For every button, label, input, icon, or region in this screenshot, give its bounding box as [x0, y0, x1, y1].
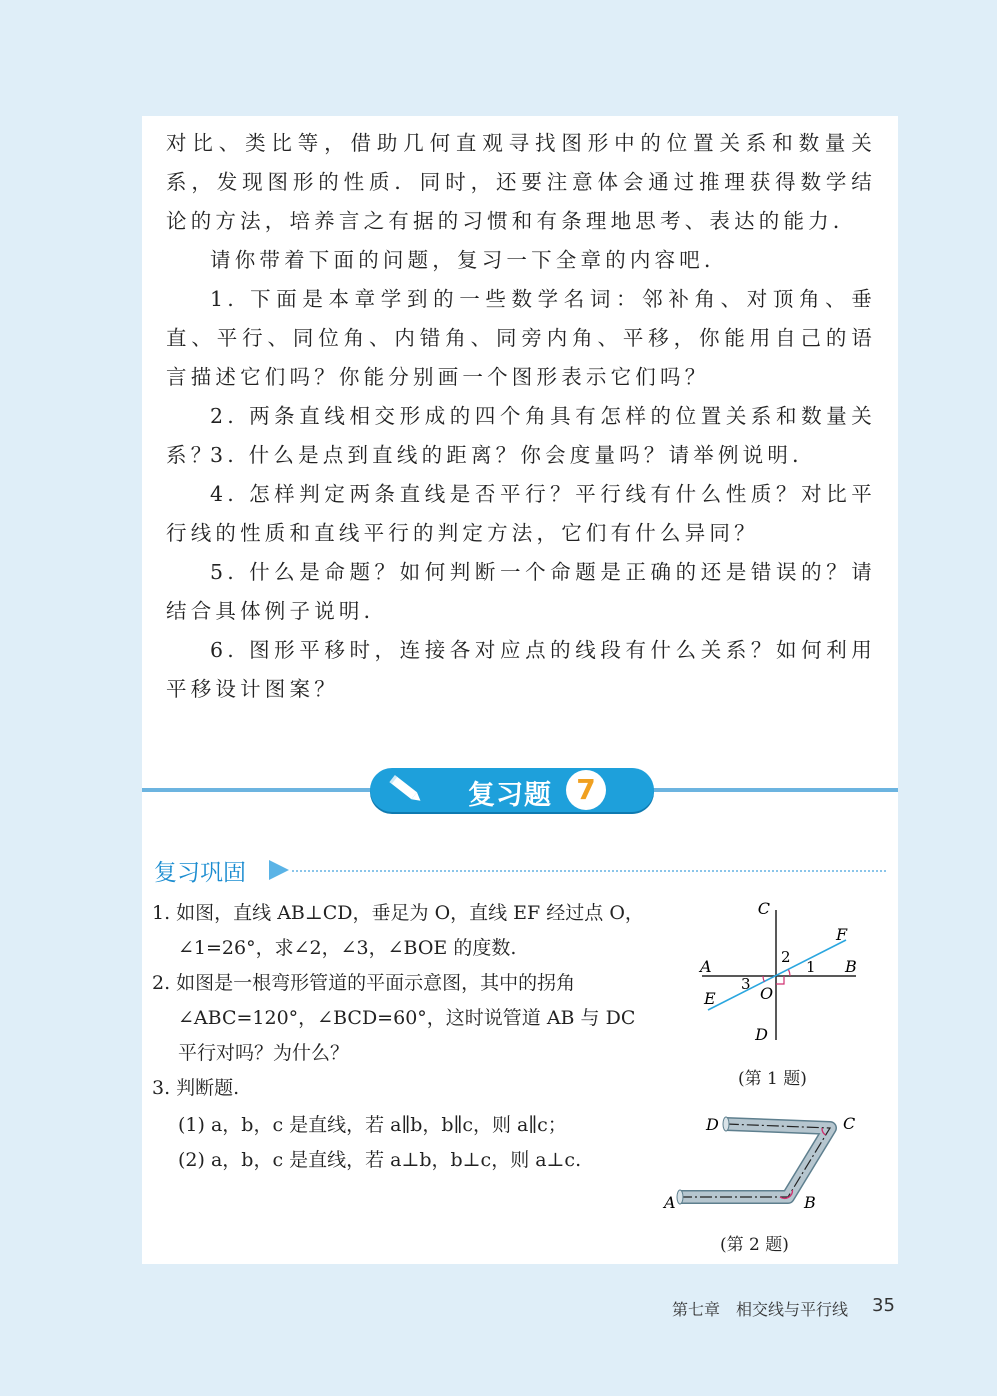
question-1: 1. 下面是本章学到的一些数学名词：邻补角、对顶角、垂直、平行、同位角、内错角、同旁内角、平移，你能用自己的语言描述它们吗？你能分别画一个图形表示它们吗？	[166, 287, 876, 389]
fig1-label-d: D	[755, 1025, 768, 1044]
exercise-2-line-2: ∠ABC=120°，∠BCD=60°，这时说管道 AB 与 DC	[178, 1007, 636, 1029]
fig1-angle-3: 3	[741, 975, 751, 993]
content-card	[142, 116, 898, 1264]
question-2: 2. 两条直线相交形成的四个角具有怎样的位置关系和数量关系？	[166, 404, 876, 467]
page-number: 35	[872, 1295, 895, 1316]
fig1-label-o: O	[760, 984, 774, 1003]
chapter-footer: 第七章 相交线与平行线	[672, 1300, 849, 1319]
section-dotted-rule	[292, 870, 886, 872]
triangle-arrow-icon	[267, 858, 291, 882]
banner-number: 7	[566, 770, 606, 810]
fig2-label-d: D	[706, 1115, 719, 1134]
fig1-label-c: C	[757, 899, 770, 918]
question-4: 4. 怎样判定两条直线是否平行？平行线有什么性质？对比平行线的性质和直线平行的判定方法，它们有什么异同？	[166, 482, 876, 545]
figure-2-diagram	[660, 1108, 870, 1218]
fig1-angle-2: 2	[781, 948, 791, 966]
exercise-2-line-1: 2. 如图是一根弯形管道的平面示意图，其中的拐角	[152, 972, 576, 994]
figure-1-caption: (第 1 题)	[738, 1069, 807, 1089]
exercise-3-title: 3. 判断题.	[152, 1077, 240, 1099]
section-heading: 复习巩固	[154, 860, 246, 886]
exercise-2-line-3: 平行对吗？为什么？	[178, 1042, 350, 1064]
fig1-label-b: B	[845, 957, 857, 976]
fig2-label-a: A	[664, 1193, 676, 1212]
review-banner	[370, 768, 654, 812]
intro-paragraph-1: 对比、类比等，借助几何直观寻找图形中的位置关系和数量关系，发现图形的性质．同时，还要注意体会通过推理获得数学结论的方法，培养言之有据的习惯和有条理地思考、表达的能力．	[166, 131, 876, 233]
pencil-icon	[384, 772, 428, 808]
question-3: 3. 什么是点到直线的距离？你会度量吗？请举例说明．	[210, 443, 817, 467]
fig1-label-e: E	[704, 989, 716, 1008]
fig1-label-f: F	[836, 925, 848, 944]
figure-1-diagram	[690, 898, 870, 1048]
exercise-1-line-1: 1. 如图，直线 AB⊥CD，垂足为 O，直线 EF 经过点 O，	[152, 902, 644, 924]
exercise-1-line-2: ∠1=26°，求∠2，∠3，∠BOE 的度数.	[178, 937, 517, 959]
fig1-angle-1: 1	[806, 958, 816, 976]
exercise-3-item-1: (1) a，b，c 是直线，若 a∥b，b∥c，则 a∥c；	[178, 1114, 567, 1136]
fig2-label-c: C	[843, 1114, 856, 1133]
fig2-label-b: B	[804, 1193, 816, 1212]
banner-title: 复习题	[468, 780, 552, 811]
figure-2-caption: (第 2 题)	[720, 1235, 789, 1255]
question-5: 5. 什么是命题？如何判断一个命题是正确的还是错误的？请结合具体例子说明．	[166, 560, 876, 623]
exercise-3-item-2: (2) a，b，c 是直线，若 a⊥b，b⊥c，则 a⊥c.	[178, 1149, 582, 1171]
intro-paragraph-2: 请你带着下面的问题，复习一下全章的内容吧．	[210, 248, 729, 272]
fig1-label-a: A	[700, 957, 712, 976]
question-6: 6. 图形平移时，连接各对应点的线段有什么关系？如何利用平移设计图案？	[166, 638, 876, 701]
